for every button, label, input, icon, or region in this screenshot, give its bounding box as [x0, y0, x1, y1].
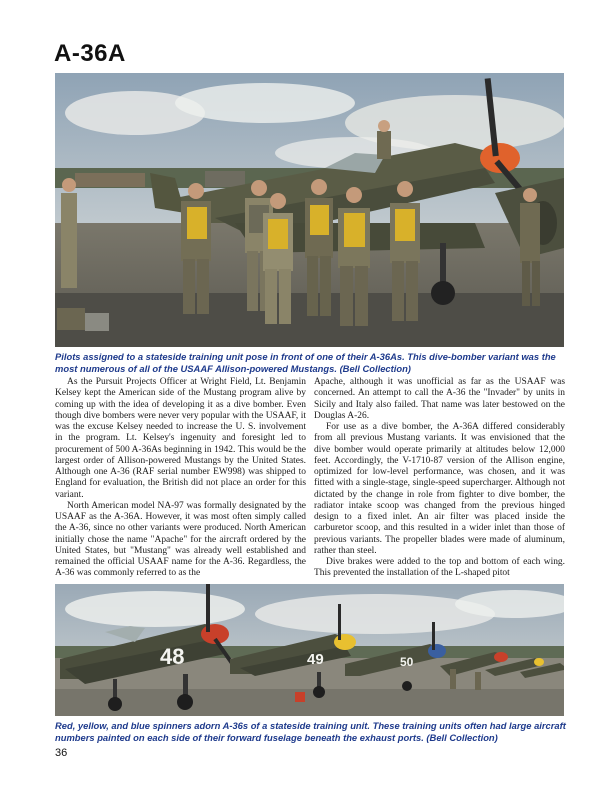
- paragraph: Apache, although it was unofficial as far as the USAAF was concerned. An attempt to call the A-36 the "Invader" by units in Sicily and Italy also failed. That name was later bestowed on the Douglas A-26.: [314, 377, 565, 421]
- photo-pilots-caption: Pilots assigned to a stateside training unit pose in front of one of their A-36As. This dive-bomber variant was the most numerous of all of the USAAF Allison-powered Mustangs. (Bell Collection): [55, 351, 556, 374]
- photo-pilots-a36a: [55, 73, 564, 347]
- paragraph: For use as a dive bomber, the A-36A differed considerably from all previous Mustang variants. It was envisioned that the dive bomber would operate primarily at altitudes below 12,000 feet. Accordingly, the V-1710-87 version of the Allison engine, optimized for low-level performance, was chosen, and it was fitted with a single-stage, single-speed supercharger. Although not dictated by the change in role from fighter to dive bomber, the radiator intake scoop was changed from the previous hinged design to a fixed inlet. An air filter was placed inside the carburetor scoop, and this resulted in a wider inlet than those of previous variants. The propeller blades were made of aluminum, rather than steel.: [314, 422, 565, 556]
- page-title: A-36A: [54, 40, 126, 67]
- photo-a36-lineup: [55, 584, 564, 716]
- paragraph: North American model NA-97 was formally designated by the USAAF as the A-36A. However, it was most often simply called the A-36, since no other variants were produced. North American initially chose the name "Apache" for the aircraft ordered by the United States, but "Mustang" was already well established and remained the official USAAF name for the A-36. Regardless, the A-36 was commonly referred to as the: [55, 500, 306, 579]
- paragraph: As the Pursuit Projects Officer at Wright Field, Lt. Benjamin Kelsey kept the American side of the Mustang program alive by coming up with the idea of developing it as a dive bomber. Even though dive bombers were never very popular with the USAAF, it was the excuse Kelsey needed to increase the U. S. involvement in the program. Lt. Kelsey's ingenuity and foresight led to procurement of 500 A-36As beginning in 1942. This would be the largest order of Allison-powered Mustangs by the United States. Although one A-36 (RAF serial number EW998) was shipped to England for evaluation, the British did not place an order for this variant.: [55, 377, 306, 500]
- body-column-right: [314, 377, 565, 580]
- aircraft-number-50: 50: [400, 655, 414, 669]
- photo-pilots-image: [55, 73, 564, 347]
- body-column-left: [55, 377, 306, 580]
- body-text: [55, 377, 565, 580]
- page-number: 36: [55, 747, 68, 759]
- photo-lineup-image: [55, 584, 564, 716]
- aircraft-number-48: 48: [160, 644, 185, 669]
- aircraft-number-49: 49: [307, 651, 324, 668]
- photo-lineup-caption: Red, yellow, and blue spinners adorn A-36s of a stateside training unit. These training units often had large aircraft numbers painted on each side of their forward fuselage beneath the exhaust ports. (Bell Collection): [55, 720, 566, 743]
- paragraph: Dive brakes were added to the top and bottom of each wing. This prevented the installation of the L-shaped pitot: [314, 557, 565, 579]
